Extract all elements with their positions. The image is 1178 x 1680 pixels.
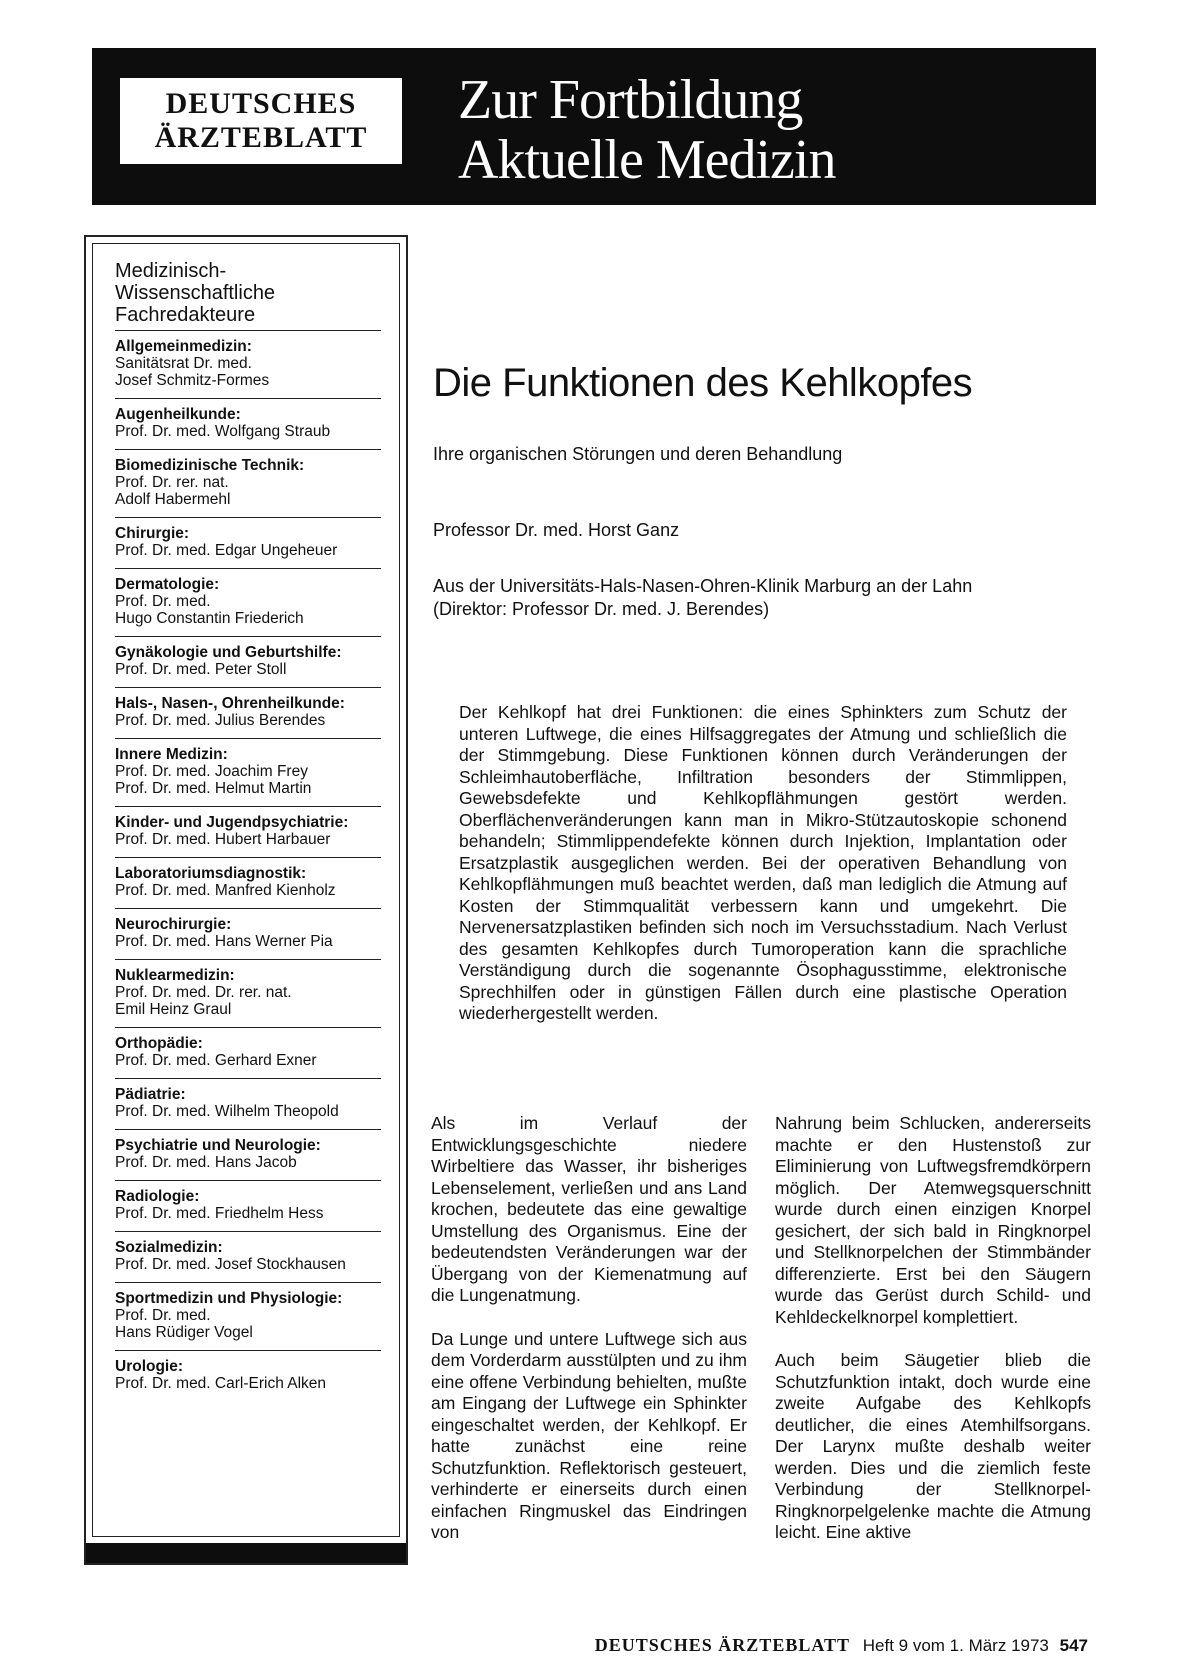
editor-name: Prof. Dr. med. Peter Stoll (115, 661, 287, 678)
editor-name: Hugo Constantin Friederich (115, 610, 304, 627)
body-paragraph: Auch beim Säugetier blieb die Schutzfunktion intakt, doch wurde eine zweite Aufgabe des Kehlkopfs deutlicher, die eines Atemhilfsorgans. Der Larynx mußte deshalb weiter werden. Dies und die ziemlich feste Verbindung der Stellknorpel-Ringknorpelgelenke machte die Atmung leicht. Eine aktive (775, 1350, 1091, 1542)
editor-entry (115, 1231, 381, 1282)
editor-name: Prof. Dr. med. Dr. rer. nat. (115, 984, 292, 1001)
section-title-line-2: Aktuelle Medizin (458, 129, 836, 191)
editor-field: Orthopädie: (115, 1035, 203, 1052)
editor-field: Gynäkologie und Geburtshilfe: (115, 644, 342, 661)
editor-name: Prof. Dr. med. (115, 1307, 211, 1324)
editor-field: Urologie: (115, 1358, 184, 1375)
body-column-left (431, 1113, 747, 1566)
sidebar-heading-line: Wissenschaftliche (115, 282, 276, 304)
editor-name: Sanitätsrat Dr. med. (115, 355, 252, 372)
editor-field: Psychiatrie und Neurologie: (115, 1137, 321, 1154)
editor-name: Emil Heinz Graul (115, 1001, 232, 1018)
editor-field: Chirurgie: (115, 525, 190, 542)
editor-entry (115, 908, 381, 959)
editor-field: Laboratoriumsdiagnostik: (115, 865, 307, 882)
header-banner (92, 48, 1096, 205)
sidebar-heading-line: Medizinisch- (115, 260, 227, 282)
editor-entry (115, 959, 381, 1027)
editor-name: Prof. Dr. med. Carl-Erich Alken (115, 1375, 327, 1392)
editor-name: Prof. Dr. med. Helmut Martin (115, 780, 312, 797)
editor-entry (115, 1282, 381, 1350)
editor-entry (115, 1350, 381, 1401)
editor-field: Dermatologie: (115, 576, 220, 593)
section-title-line-1: Zur Fortbildung (458, 69, 803, 131)
affiliation-line-1: Aus der Universitäts-Hals-Nasen-Ohren-Klinik Marburg an der Lahn (433, 576, 973, 596)
body-column-right (775, 1113, 1091, 1566)
editors-sidebar (84, 235, 408, 1565)
editor-entry (115, 1078, 381, 1129)
editor-field: Hals-, Nasen-, Ohrenheilkunde: (115, 695, 345, 712)
article-title: Die Funktionen des Kehlkopfes (433, 361, 973, 405)
editor-field: Radiologie: (115, 1188, 200, 1205)
editor-name: Prof. Dr. med. Julius Berendes (115, 712, 326, 729)
editor-name: Prof. Dr. med. Gerhard Exner (115, 1052, 317, 1069)
editor-field: Sportmedizin und Physiologie: (115, 1290, 343, 1307)
article-subtitle: Ihre organischen Störungen und deren Behandlung (433, 444, 843, 464)
editor-entry (115, 738, 381, 806)
editor-name: Prof. Dr. rer. nat. (115, 474, 229, 491)
editor-name: Prof. Dr. med. Hans Werner Pia (115, 933, 333, 950)
editor-entry (115, 330, 381, 398)
editor-field: Innere Medizin: (115, 746, 228, 763)
sidebar-frame (92, 243, 400, 1537)
editor-entry (115, 517, 381, 568)
affiliation-line-2: (Direktor: Professor Dr. med. J. Berendes) (433, 599, 770, 619)
editor-name: Prof. Dr. med. (115, 593, 211, 610)
editor-entry (115, 568, 381, 636)
editor-name: Prof. Dr. med. Wilhelm Theopold (115, 1103, 339, 1120)
editor-field: Allgemeinmedizin: (115, 338, 252, 355)
editor-field: Nuklearmedizin: (115, 967, 235, 984)
editor-field: Pädiatrie: (115, 1086, 186, 1103)
footer-issue: Heft 9 vom 1. März 1973 (862, 1636, 1049, 1655)
article-affiliation (433, 575, 972, 621)
body-paragraph: Als im Verlauf der Entwicklungsgeschichte niedere Wirbeltiere das Wasser, ihr bisheriges Lebenselement, verließen und ans Land krochen, bedeutete das eine gewaltige Umstellung des Organismus. Eine der bedeutendsten Veränderungen war der Übergang von der Kiemenatmung auf die Lungenatmung. (431, 1113, 747, 1305)
editor-name: Prof. Dr. med. Hubert Harbauer (115, 831, 331, 848)
sidebar-heading (115, 260, 275, 326)
page-footer (500, 1635, 1088, 1656)
editor-name: Prof. Dr. med. Friedhelm Hess (115, 1205, 324, 1222)
masthead-logo (120, 78, 402, 164)
masthead-line-1: DEUTSCHES (165, 87, 357, 120)
sidebar-footer-bar (86, 1543, 406, 1563)
editor-name: Prof. Dr. med. Manfred Kienholz (115, 882, 336, 899)
editor-entry (115, 1129, 381, 1180)
editor-entry (115, 449, 381, 517)
editor-name: Prof. Dr. med. Hans Jacob (115, 1154, 297, 1171)
page-number: 547 (1059, 1636, 1088, 1655)
article-abstract: Der Kehlkopf hat drei Funktionen: die eines Sphinkters zum Schutz der unteren Luftwege, die eines Hilfsaggregates der Atmung und schließlich die der Stimmgebung. Diese Funktionen können durch Veränderungen der Schleimhautoberfläche, Infiltration besonders der Stimmlippen, Gewebsdefekte und Kehlkopflähmungen gestört werden. Oberflächenveränderungen kann man in Mikro-Stützautoskopie schonend behandeln; Stimmlippendefekte können durch Injektion, Implantation oder Ersatzplastik ausgeglichen werden. Bei der operativen Behandlung von Kehlkopflähmungen muß beachtet werden, daß man lediglich die Atmung auf Kosten der Stimmqualität verbessern kann und umgekehrt. Die Nervenersatzplastiken befinden sich noch im Versuchsstadium. Nach Verlust des gesamten Kehlkopfes durch Tumoroperation kann die sprachliche Verständigung durch die sogenannte Ösophagusstimme, elektronische Sprechhilfen oder in günstigen Fällen durch eine plastische Operation wiederhergestellt werden. (459, 702, 1067, 1023)
editor-entry (115, 636, 381, 687)
body-paragraph: Nahrung beim Schlucken, andererseits machte er den Hustenstoß zur Eliminierung von Luftwegsfremdkörpern möglich. Der Atemwegsquerschnitt wurde durch einen einzigen Knorpel gesichert, der sich bald in Ringknorpel und Stellknorpelchen der Stimmbänder differenzierte. Erst bei den Säugern wurde das Gerüst durch Schild- und Kehldeckelknorpel komplettiert. (775, 1113, 1091, 1327)
editor-list (115, 330, 381, 1401)
editor-name: Prof. Dr. med. Joachim Frey (115, 763, 308, 780)
body-paragraph: Da Lunge und untere Luftwege sich aus dem Vorderdarm ausstülpten und zu ihm eine offene Verbindung behielten, mußte am Eingang der Luftwege ein Sphinkter eingeschaltet werden, der Kehlkopf. Er hatte zunächst eine reine Schutzfunktion. Reflektorisch gesteuert, verhinderte er einerseits durch einen einfachen Ringmuskel das Eindringen von (431, 1328, 747, 1542)
editor-entry (115, 1027, 381, 1078)
editor-entry (115, 806, 381, 857)
article-author: Professor Dr. med. Horst Ganz (433, 520, 680, 540)
masthead-line-2: ÄRZTEBLATT (154, 121, 368, 154)
editor-entry (115, 687, 381, 738)
editor-name: Prof. Dr. med. Wolfgang Straub (115, 423, 331, 440)
editor-field: Neurochirurgie: (115, 916, 232, 933)
footer-masthead: DEUTSCHES ÄRZTEBLATT (594, 1635, 851, 1655)
editor-field: Biomedizinische Technik: (115, 457, 305, 474)
sidebar-heading-line: Fachredakteure (115, 304, 256, 326)
editor-name: Adolf Habermehl (115, 491, 231, 508)
editor-field: Kinder- und Jugendpsychiatrie: (115, 814, 349, 831)
editor-entry (115, 857, 381, 908)
editor-entry (115, 1180, 381, 1231)
editor-entry (115, 398, 381, 449)
editor-name: Hans Rüdiger Vogel (115, 1324, 253, 1341)
editor-name: Josef Schmitz-Formes (115, 372, 270, 389)
editor-name: Prof. Dr. med. Edgar Ungeheuer (115, 542, 338, 559)
editor-name: Prof. Dr. med. Josef Stockhausen (115, 1256, 346, 1273)
editor-field: Augenheilkunde: (115, 406, 241, 423)
editor-field: Sozialmedizin: (115, 1239, 223, 1256)
section-title (458, 70, 835, 190)
